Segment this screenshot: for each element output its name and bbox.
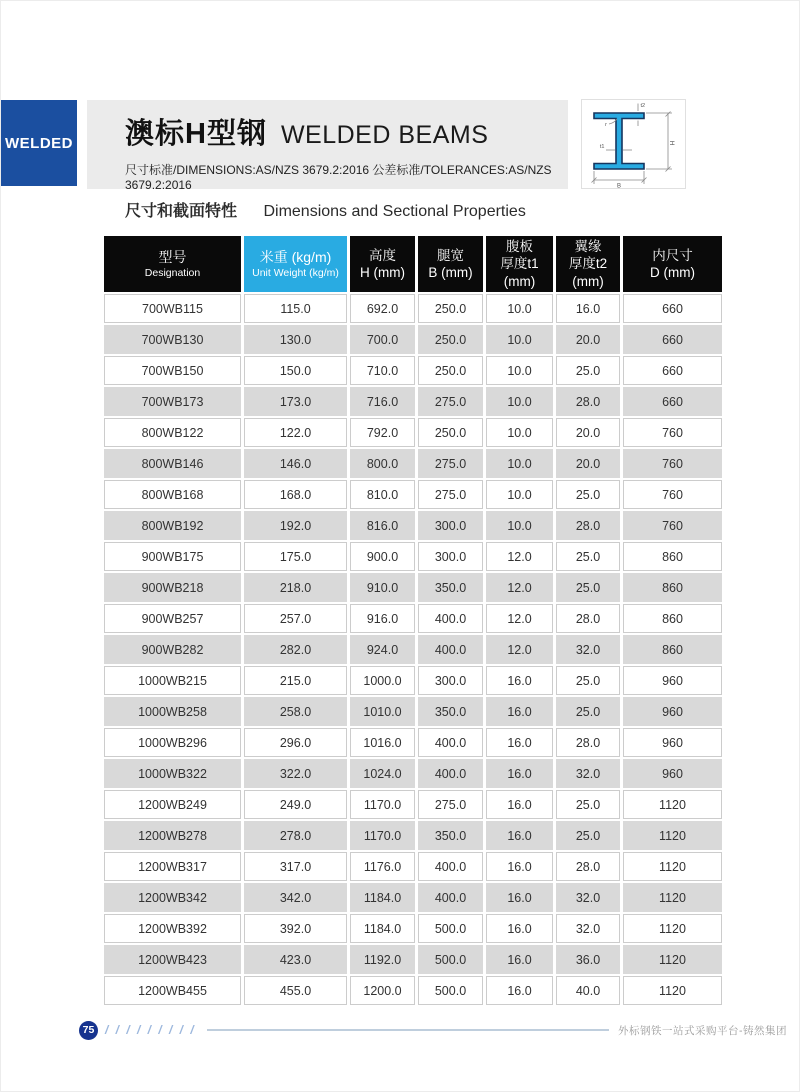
table-row xyxy=(104,480,722,509)
table-cell: 36.0 xyxy=(556,945,620,974)
col-header-unit-weight-en: Unit Weight (kg/m) xyxy=(252,266,339,279)
table-cell: 1170.0 xyxy=(350,821,415,850)
table-row xyxy=(104,418,722,447)
dimensions-table-header xyxy=(104,236,722,292)
b-dimension-lines xyxy=(592,171,647,184)
table-cell: 1024.0 xyxy=(350,759,415,788)
col-header-flange-thickness-l1: 翼缘 xyxy=(574,239,602,255)
table-cell: 924.0 xyxy=(350,635,415,664)
table-cell: 20.0 xyxy=(556,325,620,354)
table-cell: 760 xyxy=(623,511,722,540)
table-cell: 900WB257 xyxy=(104,604,241,633)
col-header-inner-depth xyxy=(623,236,722,292)
table-cell: 1000WB322 xyxy=(104,759,241,788)
table-cell: 400.0 xyxy=(418,635,483,664)
section-title xyxy=(125,198,526,221)
table-row xyxy=(104,542,722,571)
table-cell: 1120 xyxy=(623,883,722,912)
col-header-height xyxy=(350,236,415,292)
table-cell: 1176.0 xyxy=(350,852,415,881)
table-cell: 860 xyxy=(623,635,722,664)
footer-slashes-decoration: / / / / / / / / / xyxy=(105,1023,196,1037)
table-cell: 1200WB455 xyxy=(104,976,241,1005)
table-cell: 16.0 xyxy=(486,945,553,974)
table-row xyxy=(104,852,722,881)
table-cell: 150.0 xyxy=(244,356,347,385)
table-cell: 400.0 xyxy=(418,728,483,757)
table-cell: 275.0 xyxy=(418,387,483,416)
footer-company-text: 外标钢铁一站式采购平台-铸然集团 xyxy=(618,1024,787,1037)
table-cell: 146.0 xyxy=(244,449,347,478)
table-cell: 1184.0 xyxy=(350,883,415,912)
table-cell: 900WB282 xyxy=(104,635,241,664)
table-cell: 275.0 xyxy=(418,480,483,509)
table-row xyxy=(104,573,722,602)
table-cell: 12.0 xyxy=(486,573,553,602)
table-cell: 700WB150 xyxy=(104,356,241,385)
table-cell: 660 xyxy=(623,325,722,354)
table-cell: 792.0 xyxy=(350,418,415,447)
table-cell: 760 xyxy=(623,418,722,447)
col-header-web-thickness xyxy=(486,236,553,292)
table-cell: 1010.0 xyxy=(350,697,415,726)
table-cell: 40.0 xyxy=(556,976,620,1005)
page-title-en: WELDED BEAMS xyxy=(280,121,489,149)
table-cell: 1200.0 xyxy=(350,976,415,1005)
table-cell: 400.0 xyxy=(418,852,483,881)
table-cell: 760 xyxy=(623,449,722,478)
table-cell: 916.0 xyxy=(350,604,415,633)
r-annotation-label: r xyxy=(605,122,607,128)
col-header-web-thickness-l1: 腹板 xyxy=(506,239,533,255)
table-cell: 12.0 xyxy=(486,635,553,664)
table-cell: 10.0 xyxy=(486,387,553,416)
col-header-flange-thickness-l3: (mm) xyxy=(572,273,604,289)
col-header-unit-weight-cn: 米重 (kg/m) xyxy=(259,248,332,265)
table-cell: 1184.0 xyxy=(350,914,415,943)
table-cell: 700WB130 xyxy=(104,325,241,354)
table-cell: 660 xyxy=(623,356,722,385)
t2-dimension-label: t2 xyxy=(640,103,646,109)
table-cell: 660 xyxy=(623,387,722,416)
table-cell: 25.0 xyxy=(556,821,620,850)
table-cell: 16.0 xyxy=(486,976,553,1005)
table-row xyxy=(104,883,722,912)
table-cell: 900WB218 xyxy=(104,573,241,602)
h-dimension-label: H xyxy=(669,140,677,146)
table-cell: 322.0 xyxy=(244,759,347,788)
table-row xyxy=(104,635,722,664)
table-cell: 700WB173 xyxy=(104,387,241,416)
table-cell: 122.0 xyxy=(244,418,347,447)
table-cell: 16.0 xyxy=(486,821,553,850)
table-cell: 218.0 xyxy=(244,573,347,602)
table-cell: 28.0 xyxy=(556,604,620,633)
table-cell: 300.0 xyxy=(418,666,483,695)
table-cell: 28.0 xyxy=(556,387,620,416)
table-cell: 1000WB215 xyxy=(104,666,241,695)
table-cell: 10.0 xyxy=(486,356,553,385)
table-cell: 16.0 xyxy=(486,852,553,881)
table-cell: 10.0 xyxy=(486,418,553,447)
col-header-leg-width xyxy=(418,236,483,292)
welded-side-label-text: WELDED xyxy=(5,134,73,152)
table-cell: 25.0 xyxy=(556,356,620,385)
col-header-inner-depth-l2: D (mm) xyxy=(650,265,695,280)
table-cell: 960 xyxy=(623,728,722,757)
table-cell: 800WB146 xyxy=(104,449,241,478)
table-cell: 300.0 xyxy=(418,542,483,571)
table-cell: 500.0 xyxy=(418,945,483,974)
col-header-flange-thickness xyxy=(556,236,620,292)
i-beam-drawing xyxy=(582,100,685,188)
table-cell: 860 xyxy=(623,542,722,571)
table-row xyxy=(104,666,722,695)
table-cell: 1120 xyxy=(623,852,722,881)
col-header-designation-en: Designation xyxy=(144,266,201,279)
table-cell: 1120 xyxy=(623,976,722,1005)
col-header-height-l1: 高度 xyxy=(369,247,396,263)
table-cell: 910.0 xyxy=(350,573,415,602)
table-cell: 400.0 xyxy=(418,883,483,912)
table-cell: 342.0 xyxy=(244,883,347,912)
table-cell: 32.0 xyxy=(556,883,620,912)
table-cell: 16.0 xyxy=(556,294,620,323)
table-cell: 800.0 xyxy=(350,449,415,478)
table-cell: 250.0 xyxy=(418,356,483,385)
table-cell: 392.0 xyxy=(244,914,347,943)
table-cell: 350.0 xyxy=(418,697,483,726)
table-cell: 32.0 xyxy=(556,635,620,664)
section-title-cn: 尺寸和截面特性 xyxy=(125,203,238,220)
table-cell: 350.0 xyxy=(418,821,483,850)
table-cell: 10.0 xyxy=(486,325,553,354)
table-cell: 1192.0 xyxy=(350,945,415,974)
table-cell: 20.0 xyxy=(556,418,620,447)
table-row xyxy=(104,728,722,757)
table-cell: 800WB168 xyxy=(104,480,241,509)
table-cell: 25.0 xyxy=(556,697,620,726)
table-row xyxy=(104,759,722,788)
table-cell: 800WB122 xyxy=(104,418,241,447)
table-cell: 250.0 xyxy=(418,325,483,354)
table-cell: 25.0 xyxy=(556,573,620,602)
table-cell: 810.0 xyxy=(350,480,415,509)
t1-dimension-label: t1 xyxy=(599,144,605,150)
table-cell: 1200WB249 xyxy=(104,790,241,819)
table-cell: 350.0 xyxy=(418,573,483,602)
table-cell: 500.0 xyxy=(418,976,483,1005)
h-dimension-lines xyxy=(646,112,672,172)
table-cell: 500.0 xyxy=(418,914,483,943)
table-cell: 716.0 xyxy=(350,387,415,416)
table-cell: 12.0 xyxy=(486,542,553,571)
table-row xyxy=(104,387,722,416)
table-cell: 16.0 xyxy=(486,790,553,819)
table-cell: 960 xyxy=(623,697,722,726)
table-cell: 1120 xyxy=(623,945,722,974)
table-cell: 317.0 xyxy=(244,852,347,881)
table-row xyxy=(104,914,722,943)
table-cell: 168.0 xyxy=(244,480,347,509)
table-cell: 1000WB258 xyxy=(104,697,241,726)
table-cell: 16.0 xyxy=(486,759,553,788)
table-cell: 692.0 xyxy=(350,294,415,323)
section-title-en: Dimensions and Sectional Properties xyxy=(263,203,526,220)
table-cell: 25.0 xyxy=(556,542,620,571)
table-row xyxy=(104,604,722,633)
table-cell: 900WB175 xyxy=(104,542,241,571)
table-cell: 16.0 xyxy=(486,728,553,757)
table-row xyxy=(104,697,722,726)
table-cell: 130.0 xyxy=(244,325,347,354)
table-cell: 12.0 xyxy=(486,604,553,633)
table-cell: 20.0 xyxy=(556,449,620,478)
table-cell: 860 xyxy=(623,573,722,602)
table-cell: 1120 xyxy=(623,914,722,943)
page-title xyxy=(125,111,568,152)
table-cell: 1200WB423 xyxy=(104,945,241,974)
table-cell: 28.0 xyxy=(556,728,620,757)
table-cell: 710.0 xyxy=(350,356,415,385)
standards-line: 尺寸标准/DIMENSIONS:AS/NZS 3679.2:2016 公差标准/TOLERANCES:AS/NZS 3679.2:2016 xyxy=(125,163,552,192)
table-cell: 10.0 xyxy=(486,480,553,509)
table-cell: 1200WB317 xyxy=(104,852,241,881)
col-header-unit-weight xyxy=(244,236,347,292)
table-cell: 32.0 xyxy=(556,759,620,788)
table-row xyxy=(104,356,722,385)
col-header-designation xyxy=(104,236,241,292)
table-row xyxy=(104,294,722,323)
col-header-inner-depth-l1: 内尺寸 xyxy=(652,247,693,263)
page-footer xyxy=(79,1019,787,1041)
page-number-badge xyxy=(79,1021,98,1040)
table-cell: 257.0 xyxy=(244,604,347,633)
table-cell: 700.0 xyxy=(350,325,415,354)
table-cell: 400.0 xyxy=(418,604,483,633)
table-cell: 10.0 xyxy=(486,511,553,540)
table-cell: 192.0 xyxy=(244,511,347,540)
welded-side-label xyxy=(1,100,77,186)
table-row xyxy=(104,511,722,540)
table-cell: 115.0 xyxy=(244,294,347,323)
col-header-leg-width-l1: 腿宽 xyxy=(437,247,464,263)
table-cell: 25.0 xyxy=(556,790,620,819)
table-cell: 250.0 xyxy=(418,294,483,323)
table-cell: 660 xyxy=(623,294,722,323)
table-cell: 25.0 xyxy=(556,666,620,695)
table-cell: 400.0 xyxy=(418,759,483,788)
page-title-cn: 澳标H型钢 xyxy=(125,118,267,150)
table-cell: 10.0 xyxy=(486,449,553,478)
table-cell: 278.0 xyxy=(244,821,347,850)
table-cell: 25.0 xyxy=(556,480,620,509)
table-cell: 282.0 xyxy=(244,635,347,664)
table-row xyxy=(104,976,722,1005)
table-cell: 175.0 xyxy=(244,542,347,571)
table-row xyxy=(104,449,722,478)
table-cell: 275.0 xyxy=(418,449,483,478)
table-cell: 1000WB296 xyxy=(104,728,241,757)
col-header-leg-width-l2: B (mm) xyxy=(428,265,473,280)
table-cell: 800WB192 xyxy=(104,511,241,540)
col-header-web-thickness-l3: (mm) xyxy=(503,273,536,289)
table-cell: 296.0 xyxy=(244,728,347,757)
table-cell: 900.0 xyxy=(350,542,415,571)
beam-table-body xyxy=(104,294,722,1005)
table-cell: 700WB115 xyxy=(104,294,241,323)
table-cell: 28.0 xyxy=(556,852,620,881)
col-header-web-thickness-l2: 厚度t1 xyxy=(500,256,539,272)
b-dimension-label: B xyxy=(616,183,622,188)
table-row xyxy=(104,821,722,850)
table-cell: 455.0 xyxy=(244,976,347,1005)
table-cell: 16.0 xyxy=(486,883,553,912)
col-header-height-l2: H (mm) xyxy=(360,265,405,280)
table-cell: 300.0 xyxy=(418,511,483,540)
footer-divider-line xyxy=(207,1029,609,1031)
table-cell: 1120 xyxy=(623,790,722,819)
page-number: 75 xyxy=(82,1024,95,1036)
table-row xyxy=(104,325,722,354)
table-cell: 215.0 xyxy=(244,666,347,695)
table-cell: 16.0 xyxy=(486,914,553,943)
table-cell: 258.0 xyxy=(244,697,347,726)
col-header-designation-cn: 型号 xyxy=(158,248,187,265)
table-row xyxy=(104,790,722,819)
table-cell: 1200WB342 xyxy=(104,883,241,912)
table-cell: 250.0 xyxy=(418,418,483,447)
table-cell: 860 xyxy=(623,604,722,633)
table-cell: 1170.0 xyxy=(350,790,415,819)
page-header xyxy=(87,100,568,192)
table-cell: 28.0 xyxy=(556,511,620,540)
beam-section-diagram xyxy=(581,99,686,189)
table-cell: 960 xyxy=(623,666,722,695)
i-beam-shape xyxy=(594,113,644,169)
table-cell: 275.0 xyxy=(418,790,483,819)
table-cell: 1200WB392 xyxy=(104,914,241,943)
table-cell: 1120 xyxy=(623,821,722,850)
table-cell: 16.0 xyxy=(486,697,553,726)
table-cell: 32.0 xyxy=(556,914,620,943)
table-cell: 1000.0 xyxy=(350,666,415,695)
col-header-flange-thickness-l2: 厚度t2 xyxy=(568,256,608,272)
table-cell: 760 xyxy=(623,480,722,509)
table-row xyxy=(104,945,722,974)
table-cell: 816.0 xyxy=(350,511,415,540)
dimensions-table xyxy=(101,234,725,1007)
table-cell: 16.0 xyxy=(486,666,553,695)
table-cell: 1200WB278 xyxy=(104,821,241,850)
table-cell: 1016.0 xyxy=(350,728,415,757)
table-cell: 10.0 xyxy=(486,294,553,323)
table-cell: 423.0 xyxy=(244,945,347,974)
table-cell: 249.0 xyxy=(244,790,347,819)
table-cell: 173.0 xyxy=(244,387,347,416)
table-cell: 960 xyxy=(623,759,722,788)
